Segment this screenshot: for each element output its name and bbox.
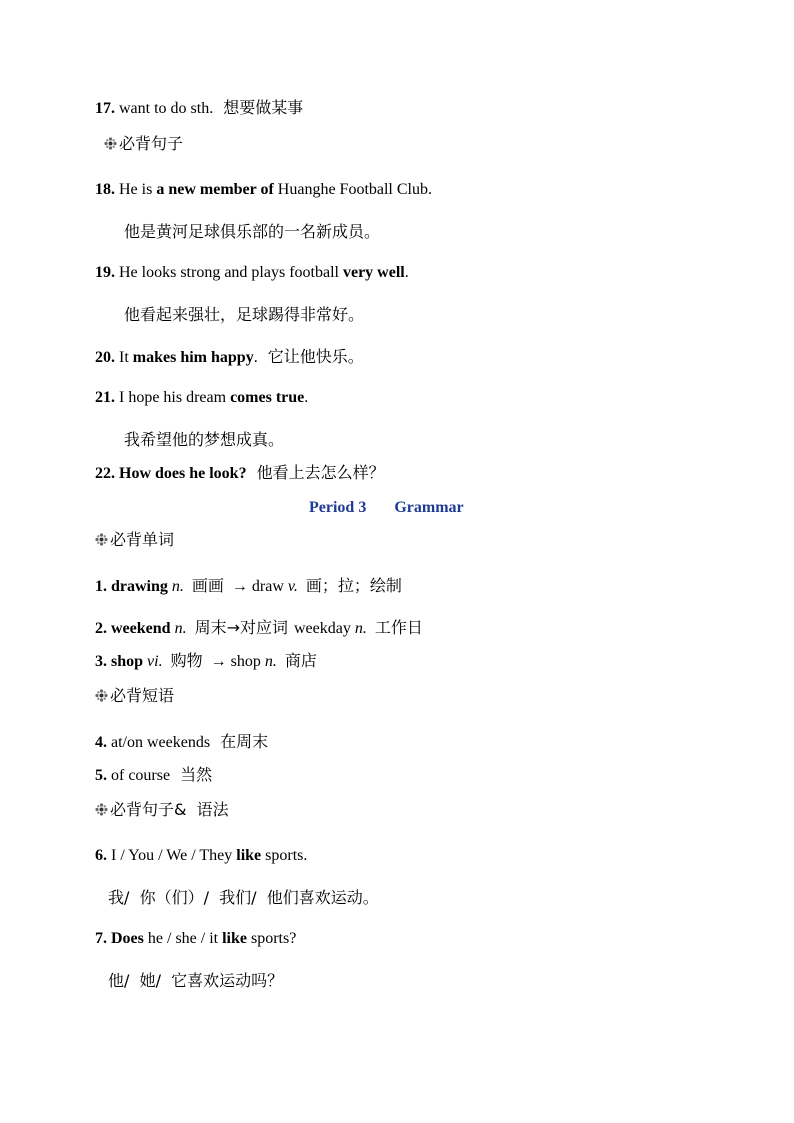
- item-number: 7.: [95, 930, 107, 947]
- vocab-word: shop: [111, 653, 144, 670]
- sentence-part: It: [119, 349, 133, 366]
- key-phrase: How does he look?: [119, 465, 247, 482]
- item-number: 4.: [95, 734, 107, 751]
- key-phrase: Does: [111, 930, 144, 947]
- flower-bullet-icon: [95, 803, 108, 816]
- chinese-meaning: 商店: [284, 651, 317, 670]
- sentence-part: He is: [119, 181, 157, 198]
- item-number: 20.: [95, 349, 115, 366]
- item-number: 6.: [95, 847, 107, 864]
- english-phrase: want to do sth.: [119, 100, 214, 117]
- item-19-translation: 他看起来强壮，足球踢得非常好。: [124, 305, 365, 324]
- chinese-meaning: 想要做某事: [223, 98, 304, 117]
- related-word: shop: [230, 653, 261, 670]
- item-number: 19.: [95, 264, 115, 281]
- period-label: Period 3: [309, 499, 367, 516]
- chinese-meaning: 当然: [180, 765, 213, 784]
- part-of-speech: n.: [264, 653, 277, 670]
- sentence-part: he / she / it: [143, 930, 223, 947]
- key-phrase: makes him happy: [132, 349, 254, 366]
- chinese-meaning: 工作日: [374, 618, 423, 637]
- section-heading-phrases: [95, 686, 174, 706]
- item-number: 17.: [95, 100, 115, 117]
- phrase-4: [95, 732, 268, 753]
- item-number: 2.: [95, 620, 107, 637]
- item-20: [95, 347, 364, 368]
- chinese-meaning: 画；拉；绘制: [305, 576, 402, 595]
- chinese-meaning: 画画: [191, 576, 224, 595]
- arrow-icon: →: [231, 578, 248, 595]
- grammar-7-translation: 他/ 她/ 它喜欢运动吗？: [108, 971, 284, 990]
- word-1: [95, 576, 402, 597]
- key-phrase: very well: [342, 264, 405, 281]
- item-18: [95, 180, 432, 200]
- flower-bullet-icon: [95, 689, 108, 702]
- chinese-meaning: 他看上去怎么样？: [256, 463, 385, 482]
- section-heading-words: [95, 530, 174, 550]
- key-phrase: a new member of: [156, 181, 274, 198]
- part-of-speech: n.: [174, 620, 187, 637]
- item-number: 3.: [95, 653, 107, 670]
- key-phrase: comes true: [230, 389, 305, 406]
- section-heading-text: 必背单词: [110, 530, 175, 549]
- flower-bullet-icon: [104, 137, 117, 150]
- key-phrase: like: [222, 930, 247, 947]
- item-21-translation: 我希望他的梦想成真。: [124, 430, 285, 449]
- grammar-6-translation: 我/ 你（们）/ 我们/ 他们喜欢运动。: [108, 888, 379, 907]
- vocab-word: drawing: [111, 578, 168, 595]
- period-heading: [309, 498, 464, 518]
- sentence-part: .: [404, 264, 409, 281]
- sentence-part: .: [253, 349, 258, 366]
- section-heading-sentences-grammar: [95, 800, 229, 820]
- sentence-part: sports.: [261, 847, 308, 864]
- item-17: [95, 98, 303, 119]
- item-number: 22.: [95, 465, 115, 482]
- part-of-speech: n.: [354, 620, 367, 637]
- chinese-meaning: 在周末: [220, 732, 269, 751]
- sentence-part: I / You / We / They: [111, 847, 237, 864]
- item-22: [95, 463, 385, 484]
- english-phrase: of course: [111, 767, 171, 784]
- period-topic: Grammar: [394, 499, 464, 516]
- grammar-7: [95, 929, 296, 949]
- chinese-meaning: 周末→对应词: [194, 618, 288, 637]
- section-heading-text: 必背句子& 语法: [110, 800, 229, 819]
- related-word: weekday: [293, 620, 351, 637]
- item-18-translation: 他是黄河足球俱乐部的一名新成员。: [124, 222, 381, 241]
- sentence-part: Huanghe Football Club.: [273, 181, 432, 198]
- word-2: [95, 618, 423, 639]
- section-heading-sentences: [104, 134, 183, 154]
- part-of-speech: vi.: [147, 653, 163, 670]
- related-word: draw: [251, 578, 284, 595]
- sentence-part: He looks strong and plays football: [119, 264, 343, 281]
- item-number: 18.: [95, 181, 115, 198]
- sentence-part: .: [304, 389, 309, 406]
- part-of-speech: n.: [171, 578, 184, 595]
- key-phrase: like: [236, 847, 262, 864]
- item-number: 21.: [95, 389, 115, 406]
- word-3: [95, 651, 317, 672]
- item-19: [95, 263, 409, 283]
- phrase-5: [95, 765, 212, 786]
- part-of-speech: v.: [287, 578, 298, 595]
- section-heading-text: 必背短语: [110, 686, 175, 705]
- section-heading-text: 必背句子: [119, 134, 184, 153]
- grammar-6: [95, 846, 307, 866]
- sentence-part: I hope his dream: [119, 389, 231, 406]
- english-phrase: at/on weekends: [111, 734, 211, 751]
- vocab-word: weekend: [111, 620, 171, 637]
- sentence-part: sports?: [247, 930, 297, 947]
- item-number: 1.: [95, 578, 107, 595]
- flower-bullet-icon: [95, 533, 108, 546]
- arrow-icon: →: [210, 653, 227, 670]
- chinese-meaning: 它让他快乐。: [267, 347, 364, 366]
- item-number: 5.: [95, 767, 107, 784]
- item-21: [95, 388, 308, 408]
- chinese-meaning: 购物: [170, 651, 203, 670]
